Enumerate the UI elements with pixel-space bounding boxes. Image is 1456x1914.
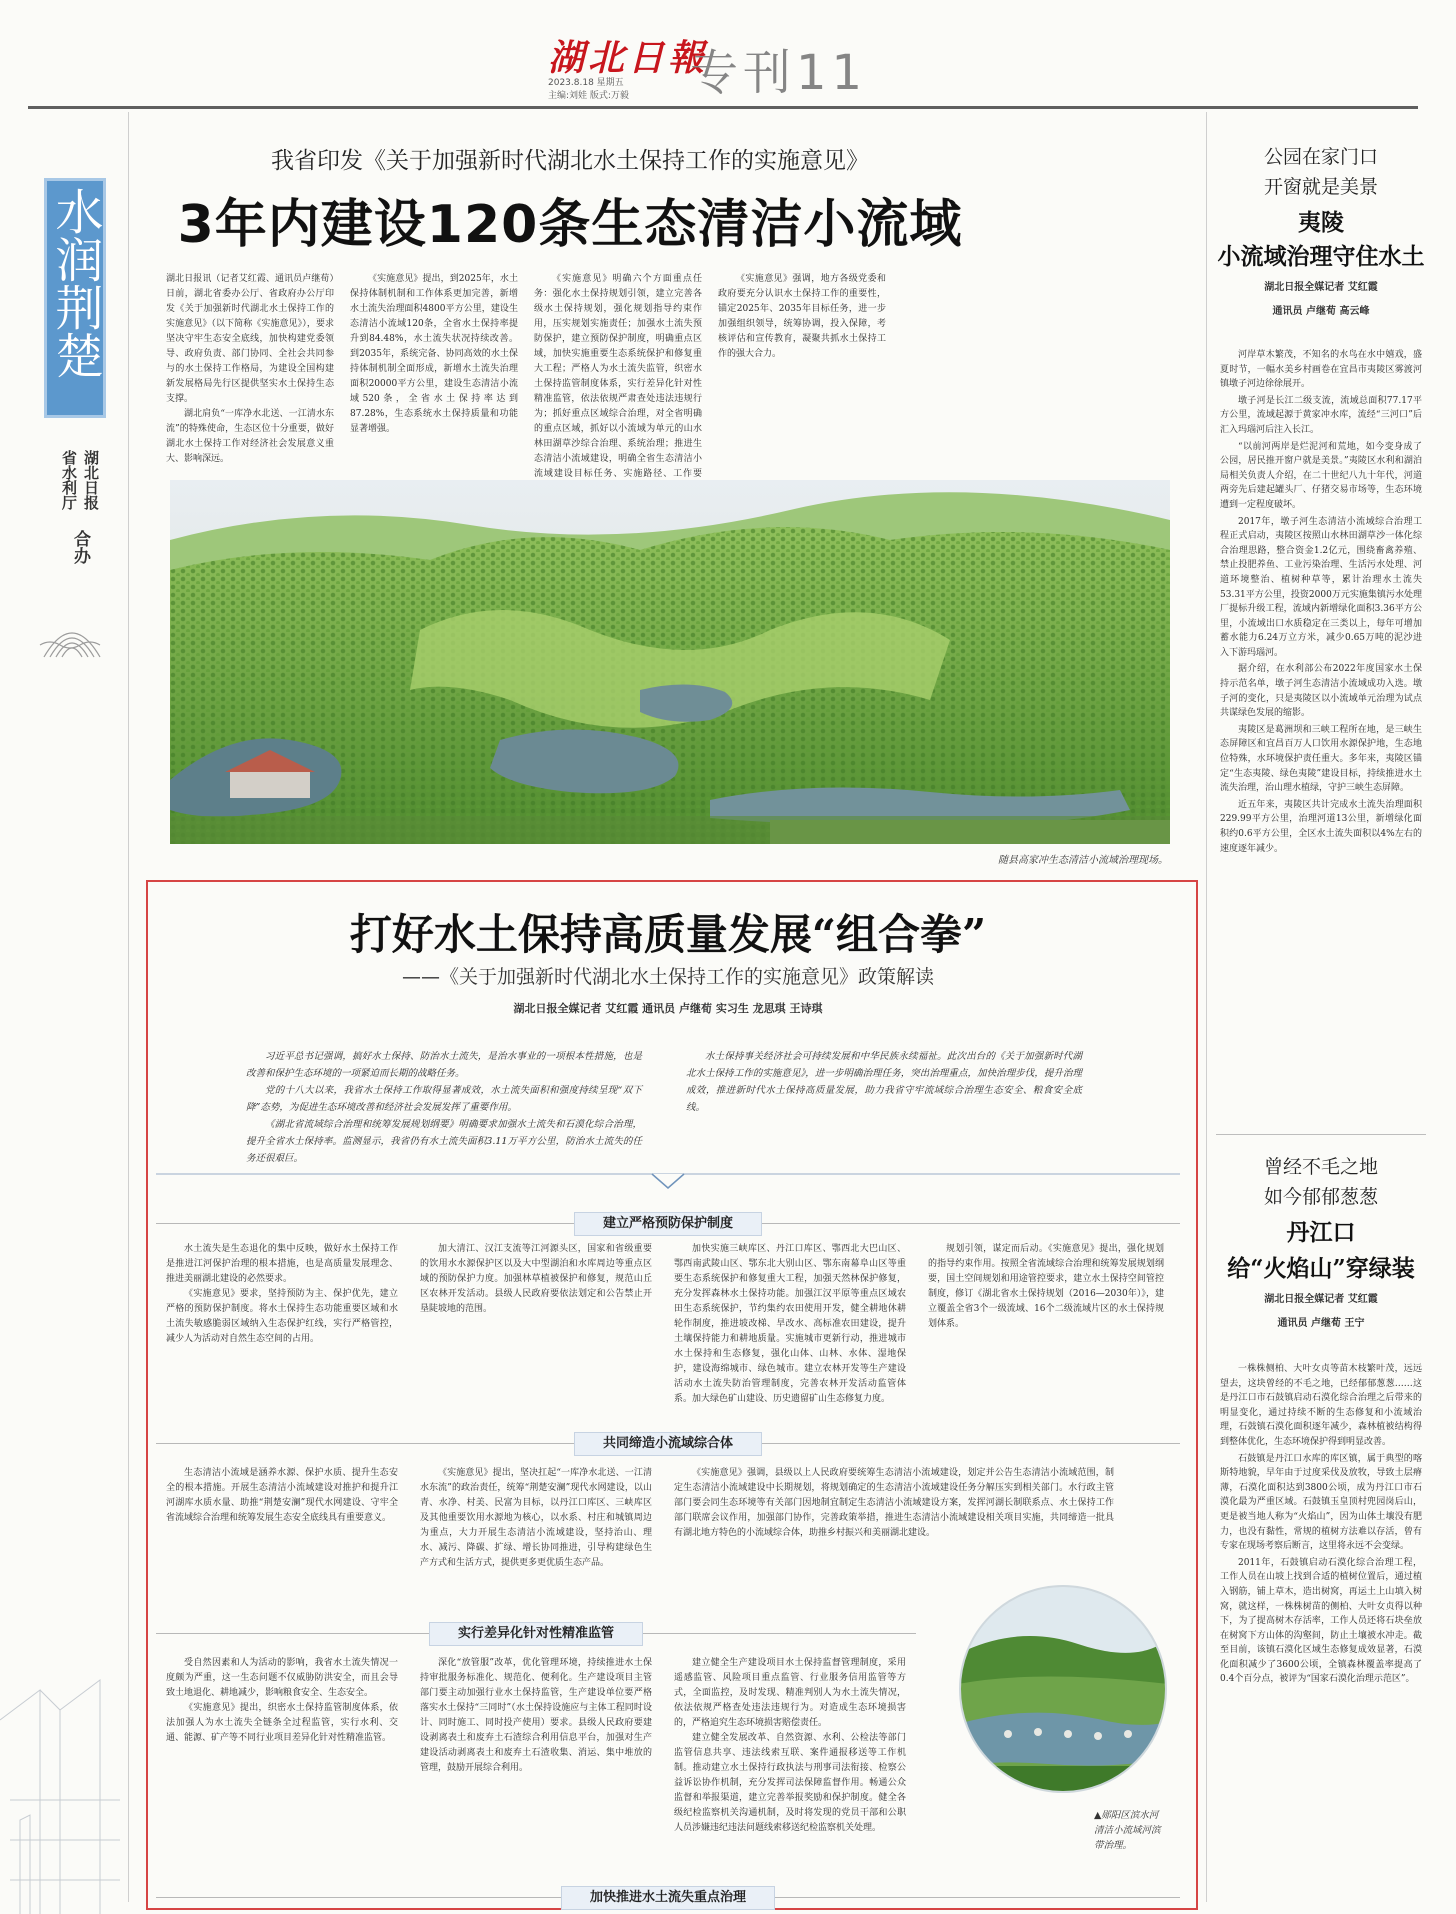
intro-paragraph: 党的十八大以来，我省水土保持工作取得显著成效，水土流失面积和强度持续呈现“双下降”态势，为促进生态环境改善和经济社会发展发挥了重要作用。: [246, 1085, 642, 1113]
story1-body: [1220, 348, 1422, 1122]
body-paragraph: 加大清江、汉江支流等江河源头区，国家和省级重要的饮用水水源保护区以及大中型湖泊和水库周边等重点区域的预防保护力度。加强林草植被保护和修复，规范山丘区农林开发活动。县级人民政府要依法划定和公告禁止开垦陡坡地的范围。: [420, 1244, 652, 1314]
main-photo-caption: 随县高家冲生态清洁小流域治理现场。: [998, 855, 1168, 866]
s2-col-3: [674, 1466, 1114, 1578]
story2-title-1: 曾经不毛之地: [1263, 1156, 1378, 1178]
section-title: 建立严格预防保护制度: [574, 1212, 762, 1236]
story-divider: [1216, 1134, 1426, 1135]
main-kicker: 我省印发《关于加强新时代湖北水土保持工作的实施意见》: [271, 148, 869, 174]
story2-byline-2: 通讯员 卢继荀 王宁: [1277, 1318, 1365, 1329]
interp-headline: 打好水土保持高质量发展“组合拳”: [349, 910, 987, 959]
body-paragraph: 受自然因素和人为活动的影响，我省水土流失情况一度颇为严重，这一生态问题不仅威胁防洪安全，而且会导致土地退化、耕地减少，影响粮食安全、生态安全。: [166, 1658, 398, 1698]
main-col-4: [718, 272, 886, 454]
s3-col-2: [420, 1656, 652, 1882]
story2-paragraph: 石鼓镇是丹江口水库的库区镇，属于典型的喀斯特地貌，早年由于过度采伐及放牧，导致土层瘠薄，石漠化面积达到3800公顷，成为丹江口市石漠化最为严重区域。石鼓镇玉皇顶村兜园岗后山，更是被当地人称为“火焰山”，因为山体土壤没有肥力，也没有黏性，常规的植树方法难以存活，曾有专家在现场考察后断言，这里将永远不会变绿。: [1220, 1453, 1422, 1552]
section-band: [156, 1622, 916, 1644]
story1-paragraph: 河岸草木繁茂，不知名的水鸟在水中嬉戏，盛夏时节，一幅水美乡村画卷在宜昌市夷陵区雾渡河镇墩子河边徐徐展开。: [1220, 350, 1422, 390]
section-name: 专刊11: [690, 45, 868, 101]
s1-col-1: [166, 1242, 398, 1418]
main-photo: [170, 480, 1170, 844]
masthead-editors: 主编:刘娃 版式:万毅: [548, 91, 629, 101]
intro-divider: [156, 1166, 1180, 1192]
inset-photo-caption: ▲郧阳区滨水河清洁小流域河滨带治理。: [1094, 1810, 1161, 1851]
s3-col-3: [674, 1656, 906, 1882]
intro-paragraph: 《湖北省流域综合治理和统筹发展规划纲要》明确要求加强水土流失和石漠化综合治理，提升全省水土保持率。监测显示，我省仍有水土流失面积3.11万平方公里，防治水土流失的任务还很艰巨。: [246, 1119, 642, 1164]
main-paragraph: 《实施意见》提出，到2025年，水土保持体制机制和工作体系更加完善，新增水土流失治理面积4800平方公里，建设生态清洁小流域120条，全省水土保持率提升到84.48%，水土流失状况持续改善。到2035年，系统完备、协同高效的水土保持体制机制全面形成，新增水土流失治理面积20000平方公里，建设生态清洁小流域520条，全省水土保持率达到87.28%，生态系统水土保持质量和功能显著增强。: [350, 274, 518, 434]
intro-paragraph: 习近平总书记强调，搞好水土保持、防治水土流失，是治水事业的一项根本性措施，也是改善和保护生态环境的一项紧迫而长期的战略任务。: [246, 1051, 642, 1079]
body-paragraph: 《实施意见》强调，县级以上人民政府要统筹生态清洁小流域建设，划定并公告生态清洁小流域范围，制定生态清洁小流域建设中长期规划，将规划确定的生态清洁小流域建设任务分解压实到相关部门。水行政主管部门要会同生态环境等有关部门因地制宜制定生态清洁小流域建设方案，发挥河湖长制联系点、水土保持工作部门联席会议作用，加强部门协作，完善政策举措，推进生态清洁小流域建设相关项目实施，共同缔造一批具有湖北地方特色的小流域综合体，助推乡村振兴和美丽湖北建设。: [674, 1468, 1114, 1538]
masthead: [0, 0, 1456, 108]
column-banner: [44, 178, 106, 418]
section-band: [156, 1432, 1180, 1454]
story2-byline-1: 湖北日报全媒记者 艾红霞: [1264, 1294, 1378, 1305]
story2-paragraph: 2011年，石鼓镇启动石漠化综合治理工程，工作人员在山坡上找到合适的植树位置后，通过植入钢筋，铺上草木，造出树窝，再运土上山填入树窝，就这样，一株株树苗的侧柏、大叶女贞得以种下，为了提高树木存活率，工作人员还将石块垒放在树窝下方山体的沟壑间，防止土壤被水冲走。截至目前，该镇石漠化区域生态修复成效显著，石漠化面积减少了3600公顷，全镇森林覆盖率提高了0.4个百分点，被评为“国家石漠化治理示范区”。: [1220, 1557, 1422, 1685]
main-paragraph: 《实施意见》明确六个方面重点任务：强化水土保持规划引领，建立完善各级水土保持规划，强化规划指导约束作用，压实规划实施责任；加强水土流失预防保护，建立预防保护制度，明确重点区域，加快实施重要生态系统保护和修复重大工程；严格人为水土流失监管，织密水土保持监管制度体系，实行差异化针对性精准监管，依法依规严肃查处违法违规行为；抓好重点区域综合治理，对全省明确的重点区域，抓好以小流域为单元的山水林田湖草沙综合治理、系统治理；推进生态清洁小流域建设，明确全省生态清洁小流域建设目标任务、实施路径、工作要: [534, 274, 702, 479]
cohost-1: 湖北日报: [82, 450, 100, 510]
story2-title-4: 给“火焰山”穿绿装: [1227, 1255, 1415, 1282]
story2-body: [1220, 1362, 1422, 1910]
story2-title-2: 如今郁郁葱葱: [1263, 1186, 1378, 1208]
cohost-suffix: 合办: [70, 530, 90, 564]
interp-byline: 湖北日报全媒记者 艾红霞 通讯员 卢继荀 实习生 龙思琪 王诗琪: [513, 1002, 823, 1015]
story1-byline-2: 通讯员 卢继荀 高云峰: [1272, 306, 1370, 317]
section-band: [156, 1212, 1180, 1234]
story1-title-1: 公园在家门口: [1263, 146, 1378, 168]
masthead-rule: [28, 106, 1418, 109]
body-paragraph: 建立健全发展改革、自然资源、水利、公检法等部门监管信息共享、违法线索互联、案件通报移送等工作机制。推动建立水土保持行政执法与刑事司法衔接、检察公益诉讼协作机制，充分发挥司法保障监督作用。畅通公众监督和举报渠道，建立完善举报奖励和保护制度。健全各级纪检监察机关沟通机制，及时将发现的党员干部和公职人员涉嫌违纪违法问题线索移送纪检监察机关处理。: [674, 1733, 906, 1833]
wave-emblem: [40, 605, 104, 661]
story1-paragraph: “以前河两岸是烂泥河和荒地，如今变身成了公园，居民推开窗户就是美景。”夷陵区水利和湖泊局相关负责人介绍，在二十世纪八九十年代，河道两旁先后建起罐头厂、仔猪交易市场等，生态环境遭到一定程度破坏。: [1220, 441, 1422, 510]
interp-intro-right: [686, 1048, 1082, 1156]
story1-title-3: 夷陵: [1298, 209, 1344, 236]
body-paragraph: 规划引领，谋定而后动。《实施意见》提出，强化规划的指导约束作用。按照全省流域综合治理和统筹发展规划纲要，国土空间规划和用途管控要求，建立水土保持空间管控制度，修订《湖北省水土保持规划（2016—2030年）》，建立覆盖全省3个一级流域、16个二级流域片区的水土保持规划体系。: [928, 1244, 1164, 1329]
body-paragraph: 生态清洁小流域是涵养水源、保护水质、提升生态安全的根本措施。开展生态清洁小流域建设对推护和提升江河湖库水质水量、助推“荆楚安澜”现代水网建设、守牢全省流域综合治理和统筹发展生态安全底线具有重要意义。: [166, 1468, 398, 1523]
story1-paragraph: 墩子河是长江二级支流，流域总面积77.17平方公里，流域起源于黄家冲水库，流经“三河口”后汇入玛瑙河后注入长江。: [1220, 395, 1422, 435]
section-title: 实行差异化针对性精准监管: [429, 1622, 643, 1646]
cohost-2: 省水利厅: [60, 450, 78, 510]
body-paragraph: 《实施意见》提出，坚决扛起“一库净水北送、一江清水东流”的政治责任，统筹“荆楚安澜”现代水网建设，以山青、水净、村美、民富为目标，以丹江口库区、三峡库区及其他重要饮用水源地为核心，以水系、村庄和城镇周边为重点，大力开展生态清洁小流域建设，坚持治山、理水、减污、降碳、扩绿、增长协同推进，引导构建绿色生产方式和生活方式，提供更多更优质生态产品。: [420, 1468, 652, 1568]
main-col-2: [350, 272, 518, 454]
s3-col-1: [166, 1656, 398, 1882]
story1-byline-1: 湖北日报全媒记者 艾红霞: [1264, 282, 1378, 293]
story1-paragraph: 2017年，墩子河生态清洁小流域综合治理工程正式启动，夷陵区按照山水林田湖草沙一体化综合治理思路，整合资金1.2亿元，围绕畜禽养殖、禁止投肥养鱼、工业污染治理、生活污水处理、河道环境整治、植树种草等，累计治理水土流失53.31平方公里，投资2000万元实施集镇污水处理厂提标升级工程，流域内新增绿化面积3.36平方公里，小流域出口水质稳定在三类以上，每年可增加蓄水能力6.24万立方米，减少0.65万吨的泥沙进入下游玛瑙河。: [1220, 516, 1422, 658]
body-paragraph: 深化“放管服”改革，优化管理环境，持续推进水土保持审批服务标准化、规范化、便利化。生产建设项目主管部门要主动加强行业水土保持监管，生产建设单位要严格落实水土保持“三同时”（水土保持设施应与主体工程同时设计、同时施工、同时投产使用）要求。县级人民政府要建设剥离表土和废弃土石渣综合利用信息平台，加强对生产建设活动剥离表土和废弃土石渣收集、消运、集中堆放的管理，鼓励开展综合利用。: [420, 1658, 652, 1773]
section-title: 加快推进水土流失重点治理: [561, 1886, 775, 1910]
body-paragraph: 《实施意见》提出，织密水土保持监管制度体系，依法加强人为水土流失全链条全过程监管，实行水利、交通、能源、矿产等不同行业项目差异化针对性精准监管。: [166, 1703, 398, 1743]
s1-col-3: [674, 1242, 906, 1418]
s2-col-1: [166, 1466, 398, 1618]
main-paragraph: 湖北肩负“一库净水北送、一江清水东流”的特殊使命，生态区位十分重要，做好湖北水土保持工作对经济社会发展意义重大、影响深远。: [166, 409, 334, 464]
section-band: [156, 1886, 1180, 1908]
interp-intro-left: [246, 1048, 642, 1164]
s1-col-4: [928, 1242, 1164, 1418]
right-column-rule: [1206, 112, 1207, 1902]
inset-photo: [958, 1584, 1168, 1794]
main-col-1: [166, 272, 334, 464]
main-col-3: [534, 272, 702, 479]
column-name: 水润荆楚: [47, 187, 103, 379]
story2-paragraph: 一株株侧柏、大叶女贞等苗木枝繁叶茂，远远望去，这块曾经的不毛之地，已经郁郁葱葱……这是丹江口市石鼓镇启动石漠化综合治理之后带来的明显变化，通过持续不断的生态修复和小流域治理，石鼓镇石漠化面积逐年减少，森林植被结构得到整体优化，生态环境保护得到明显改善。: [1220, 1364, 1422, 1447]
story1-paragraph: 夷陵区是葛洲坝和三峡工程所在地，是三峡生态屏障区和宜昌百万人口饮用水源保护地，生态地位特殊，水环境保护责任重大。多年来，夷陵区锚定“生态夷陵、绿色夷陵”建设目标，持续推进水土流失治理，治山理水植绿，守护三峡生态屏障。: [1220, 724, 1422, 794]
story2-title-3: 丹江口: [1286, 1219, 1356, 1246]
story1-paragraph: 近五年来，夷陵区共计完成水土流失治理面积229.99平方公里，治理河道13公里，新增绿化面积约0.6平方公里，全区水土流失面积以4%左右的速度逐年减少。: [1220, 799, 1422, 854]
body-paragraph: 加快实施三峡库区、丹江口库区、鄂西北大巴山区、鄂西南武陵山区、鄂东北大别山区、鄂东南幕阜山区等重要生态系统保护和修复重大工程，加强天然林保护修复，充分发挥森林水土保持功能。加强江汉平原等重点区域农田生态系统保护，节约集约农田使用开发，健全耕地休耕轮作制度，推进坡改梯、旱改水、高标准农田建设，提升土壤保持能力和耕地质量。实施城市更新行动，推进城市水土保持和生态修复，强化山体、山林、水体、湿地保护，建设海绵城市、绿色城市。建立农林开发等生产建设活动水土流失防治管理制度，完善农林开发活动监管体系。加大绿色矿山建设、历史遗留矿山生态修复力度。: [674, 1244, 906, 1404]
s2-col-2: [420, 1466, 652, 1618]
body-paragraph: 水土流失是生态退化的集中反映，做好水土保持工作是推进江河保护治理的根本措施，也是高质量发展理念、推进美丽湖北建设的必然要求。: [166, 1244, 398, 1284]
body-paragraph: 《实施意见》要求，坚持预防为主、保护优先，建立严格的预防保护制度。将水土保持生态功能重要区域和水土流失敏感脆弱区域纳入生态保护红线，实行严格管控，减少人为活动对自然生态空间的占用。: [166, 1289, 398, 1344]
body-paragraph: 建立健全生产建设项目水土保持监督管理制度，采用遥感监管、风险项目重点监管、行业服务信用监管等方式，全面监控，及时发现、精准判别人为水土流失情况，依法依规严格查处违法违规行为。对造成生态环境损害的，严格追究生态环境损害赔偿责任。: [674, 1658, 906, 1728]
interp-subheadline: ——《关于加强新时代湖北水土保持工作的实施意见》政策解读: [401, 966, 934, 988]
s1-col-2: [420, 1242, 652, 1418]
decorative-corner-art: [0, 1620, 140, 1914]
newspaper-logo: 湖北日報: [548, 37, 709, 79]
story1-title-4: 小流域治理守住水土: [1217, 243, 1425, 270]
main-headline: 3年内建设120条生态清洁小流域: [177, 195, 963, 255]
main-paragraph: 湖北日报讯（记者艾红霞、通讯员卢继荀）日前，湖北省委办公厅、省政府办公厅印发《关于加强新时代湖北水土保持工作的实施意见》（以下简称《实施意见》），要求坚决守牢生态安全底线，加快构建党委领导、政府负责、部门协同、全社会共同参与的水土保持工作格局，为建设全国构建新发展格局先行区提供坚实水土保持生态支撑。: [166, 274, 334, 404]
masthead-date: 2023.8.18 星期五: [548, 78, 624, 88]
story1-paragraph: 据介绍，在水利部公布2022年度国家水土保持示范名单，墩子河生态清洁小流域成功入选。墩子河的变化，只是夷陵区以小流域单元治理为试点共谋绿色发展的缩影。: [1220, 664, 1422, 719]
main-paragraph: 《实施意见》强调，地方各级党委和政府要充分认识水土保持工作的重要性，锚定2025年、2035年目标任务，进一步加强组织领导，统筹协调，投入保障，考核评估和宣传教育，凝聚共抓水土保持工作的强大合力。: [718, 274, 886, 359]
story1-title-2: 开窗就是美景: [1263, 176, 1378, 198]
intro-paragraph: 水土保持事关经济社会可持续发展和中华民族永续福祉。此次出台的《关于加强新时代湖北水土保持工作的实施意见》，进一步明确治理任务，突出治理重点，加快治理步伐，提升治理成效，推进新时代水土保持高质量发展，助力我省守牢流域综合治理生态安全、粮食安全底线。: [686, 1051, 1082, 1113]
section-title: 共同缔造小流域综合体: [574, 1432, 762, 1456]
